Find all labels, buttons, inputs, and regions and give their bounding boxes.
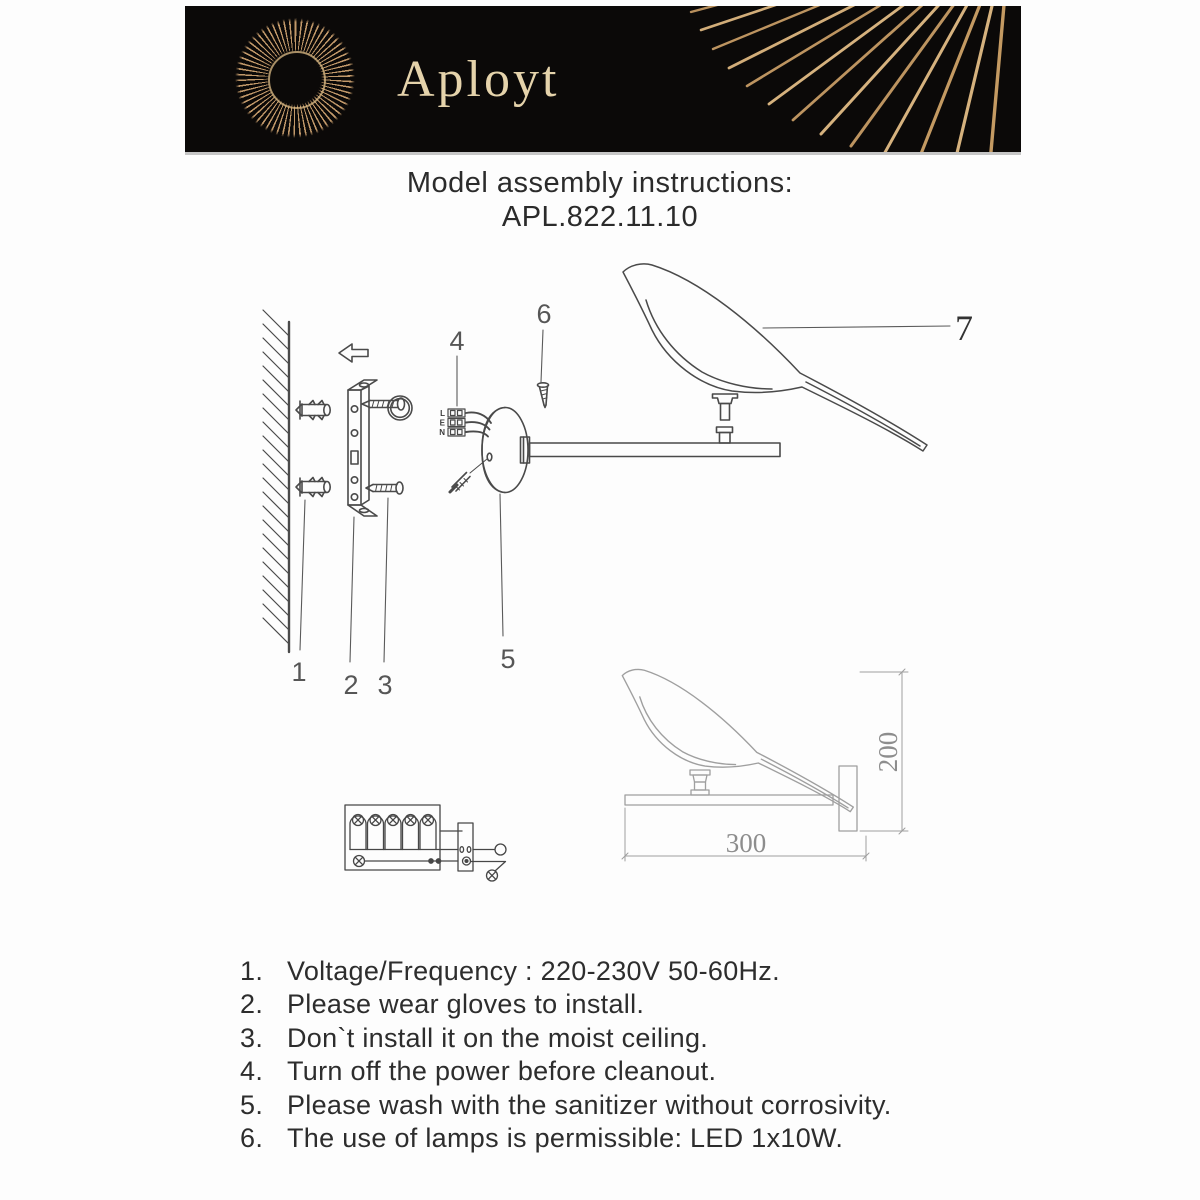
callout-label-3: 3 xyxy=(377,670,393,700)
item-text: Voltage/Frequency : 220-230V 50-60Hz. xyxy=(287,956,780,986)
grub-screw-icon xyxy=(538,383,549,408)
brand-name: Aployt xyxy=(397,51,560,108)
item-text: The use of lamps is permissible: LED 1x10W. xyxy=(287,1123,844,1154)
item-text: Please wear gloves to install. xyxy=(287,989,645,1020)
instruction-item xyxy=(240,988,1020,1021)
instruction-item xyxy=(240,1022,1020,1055)
callout-label-7: 7 xyxy=(955,308,973,348)
callout-label-2: 2 xyxy=(343,670,359,700)
canopy-base-icon xyxy=(482,408,530,493)
item-text: Turn off the power before cleanout. xyxy=(287,1056,717,1087)
bird-diffuser-icon xyxy=(623,264,927,451)
pedestal-icon xyxy=(690,770,710,795)
dim-height-label: 200 xyxy=(873,731,903,773)
terminal-label-l: L xyxy=(440,409,445,418)
dim-width-label: 300 xyxy=(725,828,767,858)
item-number: 5. xyxy=(240,1089,264,1120)
instruction-item xyxy=(240,1055,1020,1088)
item-number: 2. xyxy=(240,989,264,1020)
mounting-arm xyxy=(530,427,781,457)
wall-section xyxy=(263,310,289,652)
wall-plate xyxy=(839,766,857,831)
callout-label-4: 4 xyxy=(449,326,465,356)
instruction-item xyxy=(240,955,1020,988)
fixing-screw-icon xyxy=(450,459,487,492)
item-text: Please wash with the sanitizer without corrosivity. xyxy=(287,1089,892,1120)
wiring-diagram-icon xyxy=(345,805,506,881)
callout-label-6: 6 xyxy=(536,299,552,329)
direction-arrow-icon xyxy=(339,344,368,362)
terminal-label-e: E xyxy=(439,418,445,428)
mounting-screw-icon xyxy=(366,482,403,494)
terminal-block-icon xyxy=(448,409,465,436)
instructions-list xyxy=(240,955,1020,1155)
callout-label-1: 1 xyxy=(291,657,307,687)
wall-anchor-icon xyxy=(296,401,330,420)
item-text: Don`t install it on the moist ceiling. xyxy=(287,1022,709,1053)
instruction-item xyxy=(240,1089,1020,1122)
instruction-item xyxy=(240,1122,1020,1155)
wall-anchor-icon xyxy=(296,478,330,497)
item-number: 1. xyxy=(240,956,264,986)
bird-connector xyxy=(713,394,738,420)
item-number: 3. xyxy=(240,1022,264,1053)
arm-bar xyxy=(625,795,833,805)
callout-label-5: 5 xyxy=(500,644,516,674)
terminal-label-n: N xyxy=(439,428,445,437)
item-number: 4. xyxy=(240,1056,264,1087)
item-number: 6. xyxy=(240,1123,264,1154)
title-line2: APL.822.11.10 xyxy=(501,201,699,233)
title-line1: Model assembly instructions: xyxy=(406,167,794,199)
